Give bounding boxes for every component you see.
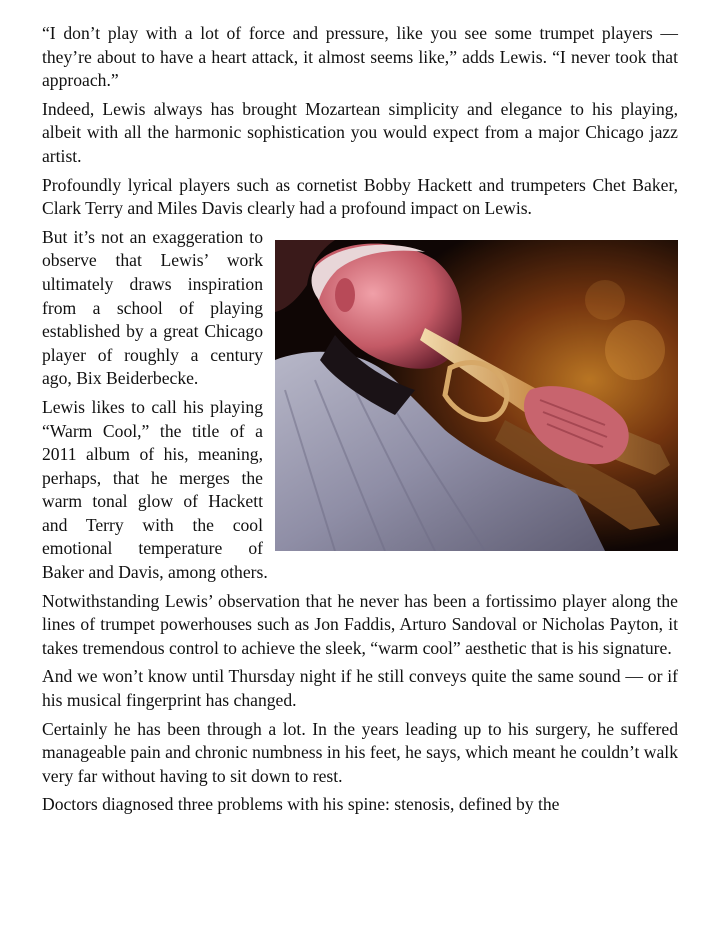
paragraph-8: Certainly he has been through a lot. In the years leading up to his surgery, he suffered manageable pain and chronic numbness in his feet, he says, which meant he couldn’t walk very far without having to sit down to rest. [42, 718, 678, 786]
article-body [42, 22, 678, 822]
paragraph-2: Indeed, Lewis always has brought Mozartean simplicity and elegance to his playing, albeit with all the harmonic sophistication you would expect from a major Chicago jazz artist. [42, 98, 678, 166]
paragraph-3: Profoundly lyrical players such as cornetist Bobby Hackett and trumpeters Chet Baker, Clark Terry and Miles Davis clearly had a profound impact on Lewis. [42, 174, 678, 219]
trumpet-player-photo [275, 240, 678, 551]
paragraph-1: “I don’t play with a lot of force and pressure, like you see some trumpet players — they’re about to have a heart attack, it almost seems like,” adds Lewis. “I never took that approach.” [42, 23, 678, 91]
paragraph-4: But it’s not an exaggeration to observe that Lewis’ work ultimately draws inspiration from a school of playing established by a great Chicago player of roughly a century ago, Bix Beiderbecke. [42, 226, 263, 389]
paragraph-5: Lewis likes to call his playing “Warm Cool,” the title of a 2011 album of his, meaning, perhaps, that he merges the warm tonal glow of Hackett and Terry with the cool emotional temperature of Baker and Davis, among others. [42, 396, 268, 583]
paragraph-6: Notwithstanding Lewis’ observation that he never has been a fortissimo player along the lines of trumpet powerhouses such as Jon Faddis, Arturo Sandoval or Nicholas Payton, it takes tremendous control to achieve the sleek, “warm cool” aesthetic that is his signature. [42, 590, 678, 658]
paragraph-7: And we won’t know until Thursday night if he still conveys quite the same sound — or if his musical fingerprint has changed. [42, 666, 678, 711]
paragraph-9: Doctors diagnosed three problems with his spine: stenosis, defined by the [42, 794, 560, 815]
